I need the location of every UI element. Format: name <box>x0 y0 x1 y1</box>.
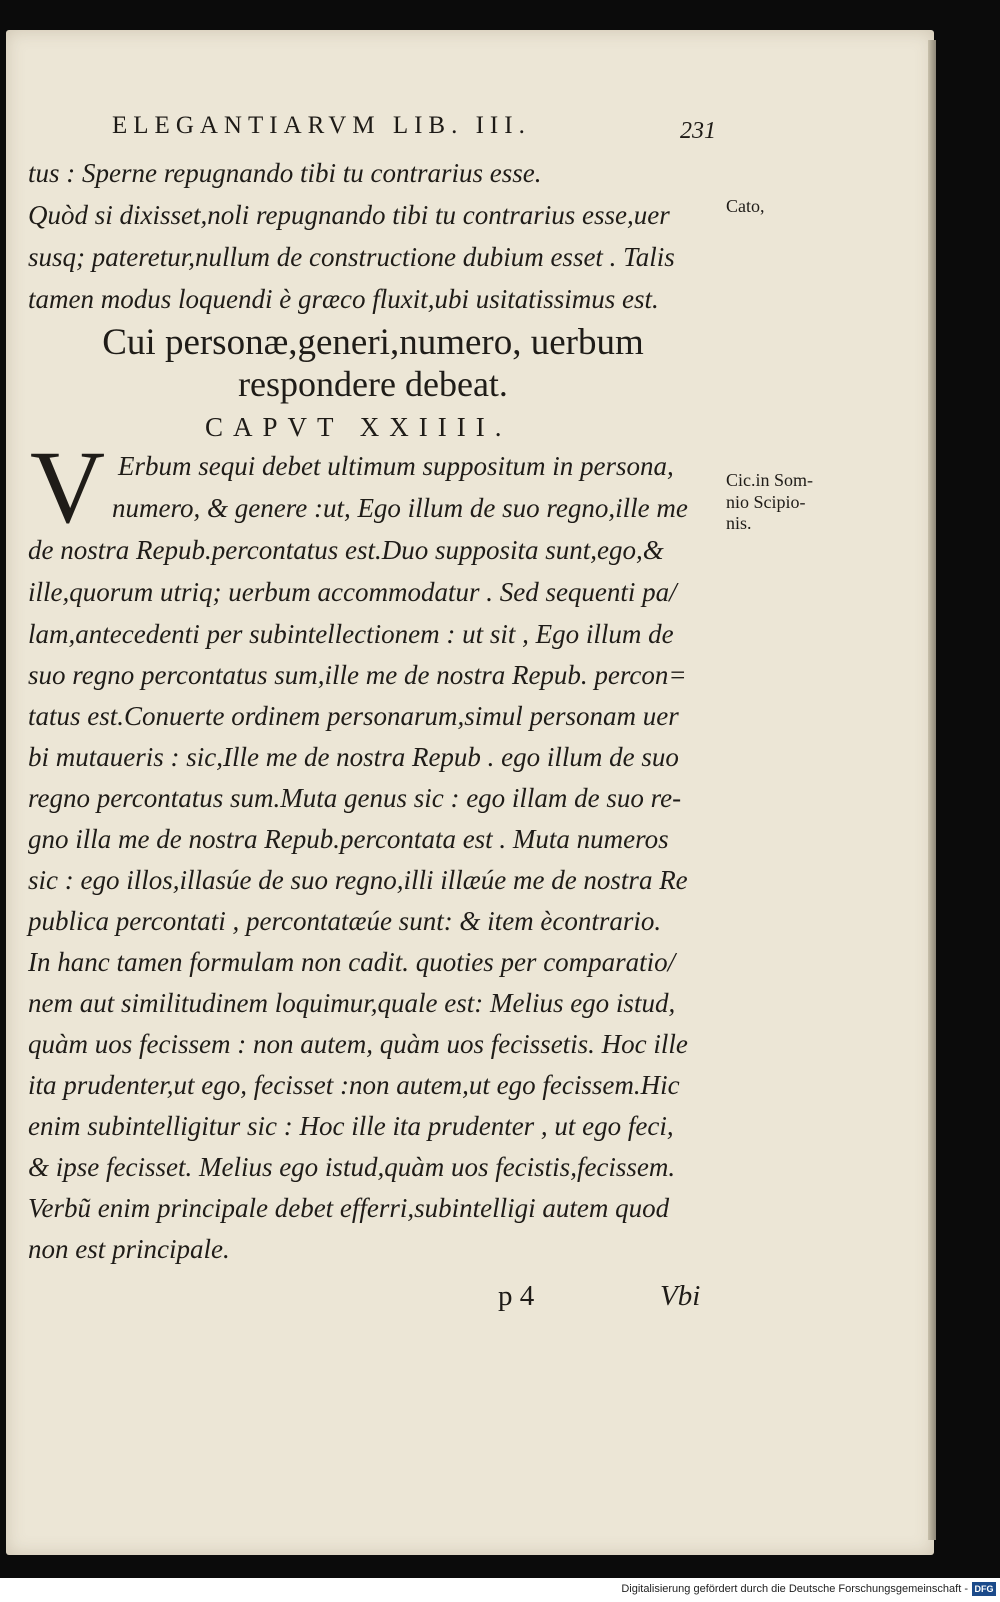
text-line: In hanc tamen formulam non cadit. quoties per comparatio/ <box>28 947 676 977</box>
chapter-title-line: respondere debeat. <box>238 364 508 404</box>
text-line: Erbum sequi debet ultimum suppositum in persona, <box>118 451 674 481</box>
text-line: lam,antecedenti per subintellectionem : ut sit , Ego illum de <box>28 619 674 649</box>
text-line: de nostra Repub.percontatus est.Duo supposita sunt,ego,& <box>28 535 664 565</box>
text-line: publica percontati , percontatæúe sunt: & item ècontrario. <box>28 906 662 936</box>
page-number: 231 <box>680 118 716 144</box>
text-line: enim subintelligitur sic : Hoc ille ita prudenter , ut ego feci, <box>28 1111 674 1141</box>
text-line: quàm uos fecissem : non autem, quàm uos fecissetis. Hoc ille <box>28 1029 688 1059</box>
text-line: tus : Sperne repugnando tibi tu contrarius esse. <box>28 158 542 188</box>
signature-mark: p 4 <box>498 1280 535 1312</box>
text-line: ita prudenter,ut ego, fecisset :non autem,ut ego fecissem.Hic <box>28 1070 680 1100</box>
drop-cap: V <box>30 430 106 545</box>
text-line: regno percontatus sum.Muta genus sic : ego illam de suo re- <box>28 783 682 813</box>
text-line: bi mutaueris : sic,Ille me de nostra Repub . ego illum de suo <box>28 742 679 772</box>
text-line: ille,quorum utriq; uerbum accommodatur . Sed sequenti pa/ <box>28 577 677 607</box>
text-line: tamen modus loquendi è græco fluxit,ubi usitatissimus est. <box>28 284 659 314</box>
page-edge <box>928 40 936 1540</box>
text-line: susq; pateretur,nullum de constructione dubium esset . Talis <box>28 242 675 272</box>
text-line: non est principale. <box>28 1234 230 1264</box>
text-line: & ipse fecisset. Melius ego istud,quàm uos fecistis,fecissem. <box>28 1152 676 1182</box>
chapter-title-line: Cui personæ,generi,numero, uerbum <box>102 322 644 363</box>
text-line: suo regno percontatus sum,ille me de nostra Repub. percon= <box>28 660 687 690</box>
dfg-logo: DFG <box>972 1582 996 1596</box>
text-line: sic : ego illos,illasúe de suo regno,illi illæúe me de nostra Re <box>28 865 688 895</box>
text-line: tatus est.Conuerte ordinem personarum,simul personam uer <box>28 701 679 731</box>
text-line: Quòd si dixisset,noli repugnando tibi tu contrarius esse,uer <box>28 200 670 230</box>
margin-note-cato: Cato, <box>726 196 765 216</box>
digitization-credit: Digitalisierung gefördert durch die Deutsche Forschungsgemeinschaft - <box>621 1583 968 1595</box>
text-line: Verbũ enim principale debet efferri,subintelligi autem quod <box>28 1193 670 1223</box>
text-line: gno illa me de nostra Repub.percontata est . Muta numeros <box>28 824 669 854</box>
margin-note-cicero: Cic.in Som- nio Scipio- nis. <box>726 470 814 534</box>
chapter-number: CAPVT XXIIII. <box>205 412 512 442</box>
text-line: numero, & genere :ut, Ego illum de suo regno,ille me <box>112 493 688 523</box>
text-line: nem aut similitudinem loquimur,quale est: Melius ego istud, <box>28 988 676 1018</box>
catchword: Vbi <box>660 1280 701 1312</box>
running-title: ELEGANTIARVM LIB. III. <box>112 112 531 139</box>
